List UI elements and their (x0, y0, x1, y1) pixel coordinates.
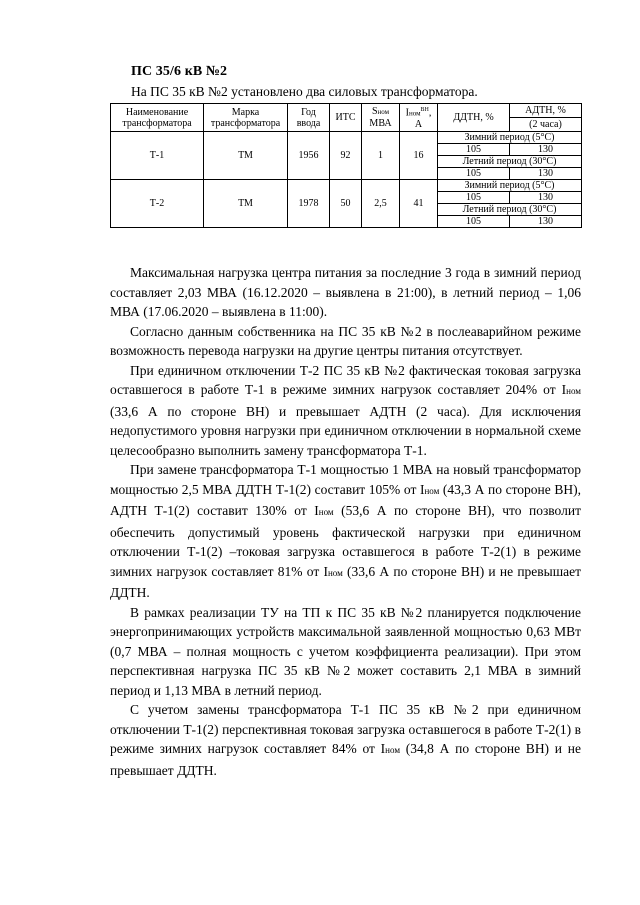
header-i-nom: Iном$^{ВН}$, А (400, 104, 438, 132)
summer-period-label: Летний период (30°С) (438, 156, 582, 168)
paragraph-tu-connection: В рамках реализации ТУ на ТП к ПС 35 кВ №2 планируется подключение энергопринимающих устройств максимальной заявленной мощностью 0,63 МВт (0,7 МВА – полная мощность с учетом коэффициента реализации). При этом перспективная нагрузка ПС 35 кВ №2 может составить 2,1 МВА в зимний период и 1,13 МВА в летний период. (110, 604, 581, 698)
winter-period-label: Зимний период (5°С) (438, 180, 582, 192)
table-row: Т-2 ТМ 1978 50 2,5 41 Зимний период (5°С) (111, 180, 582, 192)
header-s-nom: Sном МВА (362, 104, 400, 132)
section-intro: На ПС 35 кВ №2 установлено два силовых трансформатора. (131, 84, 478, 99)
paragraph-replacement: При замене трансформатора Т-1 мощностью 1 МВА на новый трансформатор мощностью 2,5 МВА ДДТН Т-1(2) составит 105% от Iном (43,3 А по стороне ВН), АДТН Т-1(2) составит 130% от Iном (53,6 А по стороне ВН), что позволит обеспечить допустимый уровень фактической нагрузки при единичном отключении Т-1(2) –токовая загрузка оставшегося в работе Т-2(1) в режиме зимних нагрузок составляет 81% от Iном (33,6 А по стороне ВН) и не превышает ДДТН. (110, 462, 582, 600)
paragraph-prospective: С учетом замены трансформатора Т-1 ПС 35 кВ №2 при единичном отключении Т-1(2) перспективная токовая загрузка оставшегося в работе Т-2(1) в режиме зимних нагрузок составляет 84% от Iном (34,8 А по стороне ВН) и не превышает ДДТН. (110, 702, 582, 778)
header-its: ИТС (330, 104, 362, 132)
body-text (110, 263, 581, 780)
header-brand: Марка трансформатора (204, 104, 288, 132)
summer-period-label: Летний период (30°С) (438, 204, 582, 216)
paragraph-no-transfer: Согласно данным собственника на ПС 35 кВ №2 в послеаварийном режиме возможность перевода нагрузки на другие центры питания отсутствует. (110, 323, 581, 358)
header-adtn: АДТН, % (510, 104, 582, 118)
table-header-row (111, 104, 582, 118)
paragraph-t2-outage: При единичном отключении Т-2 ПС 35 кВ №2 фактическая токовая загрузка оставшегося в работе Т-1 в режиме зимних нагрузок составляет 204% от Iном (33,6 А по стороне ВН) и превышает АДТН (2 часа). Для исключения недопустимого уровня нагрузки при единичном отключении в нормальной схеме целесообразно выполнить замену трансформатора Т-1. (110, 362, 581, 458)
section-title: ПС 35/6 кВ №2 (131, 64, 228, 79)
table-row: Т-1 ТМ 1956 92 1 16 Зимний период (5°С) (111, 132, 582, 144)
paragraph-peak-load: Максимальная нагрузка центра питания за последние 3 года в зимний период составляет 2,03 МВА (16.12.2020 – выявлена в 21:00), в летний период – 1,06 МВА (17.06.2020 – выявлена в 11:00). (110, 265, 581, 319)
transformer-table: Наименование трансформатора Марка трансформатора Год ввода ИТС Sном МВА Iном$^{ВН}$, А ДДТН, % АДТН, % (2 часа) Т-1 ТМ 1956 92 1 16 Зимний период (5°С) 105 130 Летний период (30°С) 105 130 Т-2 ТМ 1978 50 2,5 41 Зимний период (5°С) 105 130 Летний период (30°С) 105 130 (110, 103, 582, 228)
header-ddtn: ДДТН, % (438, 104, 510, 132)
winter-period-label: Зимний период (5°С) (438, 132, 582, 144)
header-adtn-note: (2 часа) (510, 118, 582, 132)
header-name: Наименование трансформатора (111, 104, 204, 132)
header-year: Год ввода (288, 104, 330, 132)
